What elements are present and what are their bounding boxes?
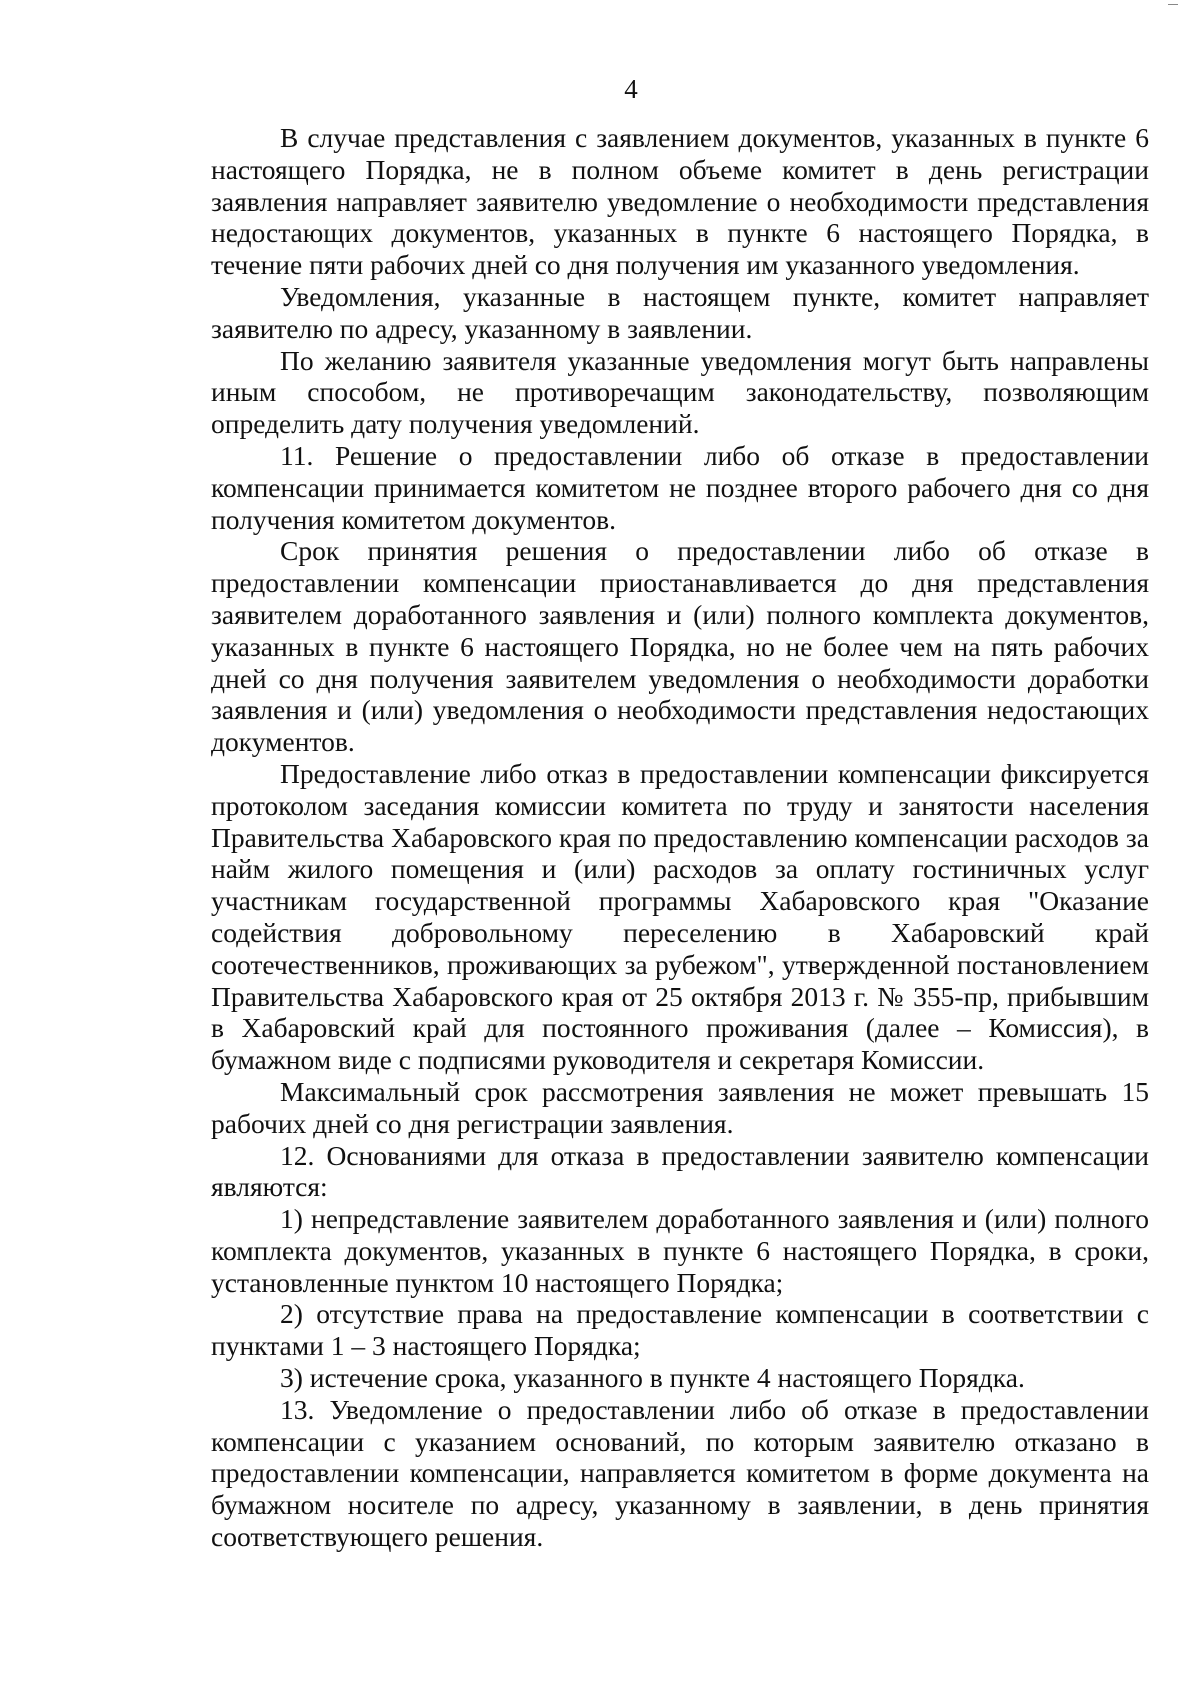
paragraph-item-13: 13. Уведомление о предоставлении либо об отказе в предоставлении компенсации с указанием оснований, по которым заявителю отказано в предоставлении компенсации, направляется комитетом в форме документа на бумажном носителе по адресу, указанному в заявлении, в день принятия соответствующего решения.: [211, 1393, 1149, 1553]
paragraph-notice-alternative-method: По желанию заявителя указанные уведомления могут быть направлены иным способом, не противоречащим законодательству, позволяющим определить дату получения уведомлений.: [211, 344, 1149, 440]
paragraph-refusal-ground-2: 2) отсутствие права на предоставление компенсации в соответствии с пунктами 1 – 3 настоящего Порядка;: [211, 1298, 1149, 1362]
paragraph-item-11: 11. Решение о предоставлении либо об отказе в предоставлении компенсации принимается комитетом не позднее второго рабочего дня со дня получения комитетом документов.: [211, 439, 1149, 535]
paragraph-refusal-ground-1: 1) непредставление заявителем доработанного заявления и (или) полного комплекта документов, указанных в пункте 6 настоящего Порядка, в сроки, установленные пунктом 10 настоящего Порядка;: [211, 1203, 1149, 1298]
paragraph-notice-delivery: Уведомления, указанные в настоящем пункте, комитет направляет заявителю по адресу, указанному в заявлении.: [211, 280, 1149, 344]
paragraph-max-review-term: Максимальный срок рассмотрения заявления не может превышать 15 рабочих дней со дня регистрации заявления.: [211, 1075, 1149, 1139]
document-body: [211, 122, 1149, 1553]
paragraph-notice-incomplete-documents: В случае представления с заявлением документов, указанных в пункте 6 настоящего Порядка, не в полном объеме комитет в день регистрации заявления направляет заявителю уведомление о необходимости представления недостающих документов, указанных в пункте 6 настоящего Порядка, в течение пяти рабочих дней со дня получения им указанного уведомления.: [211, 122, 1149, 281]
paragraph-commission-protocol: Предоставление либо отказ в предоставлении компенсации фиксируется протоколом заседания комиссии комитета по труду и занятости населения Правительства Хабаровского края по предоставлению компенсации расходов за найм жилого помещения и (или) расходов за оплату гостиничных услуг участникам государственной программы Хабаровского края "Оказание содействия добровольному переселению в Хабаровский край соотечественников, проживающих за рубежом", утвержденной постановлением Правительства Хабаровского края от 25 октября 2013 г. № 355-пр, прибывшим в Хабаровский край для постоянного проживания (далее – Комиссия), в бумажном виде с подписями руководителя и секретаря Комиссии.: [211, 757, 1149, 1076]
paragraph-item-12: 12. Основаниями для отказа в предоставлении заявителю компенсации являются:: [211, 1139, 1149, 1203]
paragraph-decision-term-suspension: Срок принятия решения о предоставлении либо об отказе в предоставлении компенсации приостанавливается до дня представления заявителем доработанного заявления и (или) полного комплекта документов, указанных в пункте 6 настоящего Порядка, но не более чем на пять рабочих дней со дня получения заявителем уведомления о необходимости доработки заявления и (или) уведомления о необходимости представления недостающих документов.: [211, 535, 1149, 758]
page-number: 4: [624, 74, 638, 104]
scan-mark: [1168, 4, 1178, 5]
paragraph-refusal-ground-3: 3) истечение срока, указанного в пункте 4 настоящего Порядка.: [280, 1362, 1025, 1394]
